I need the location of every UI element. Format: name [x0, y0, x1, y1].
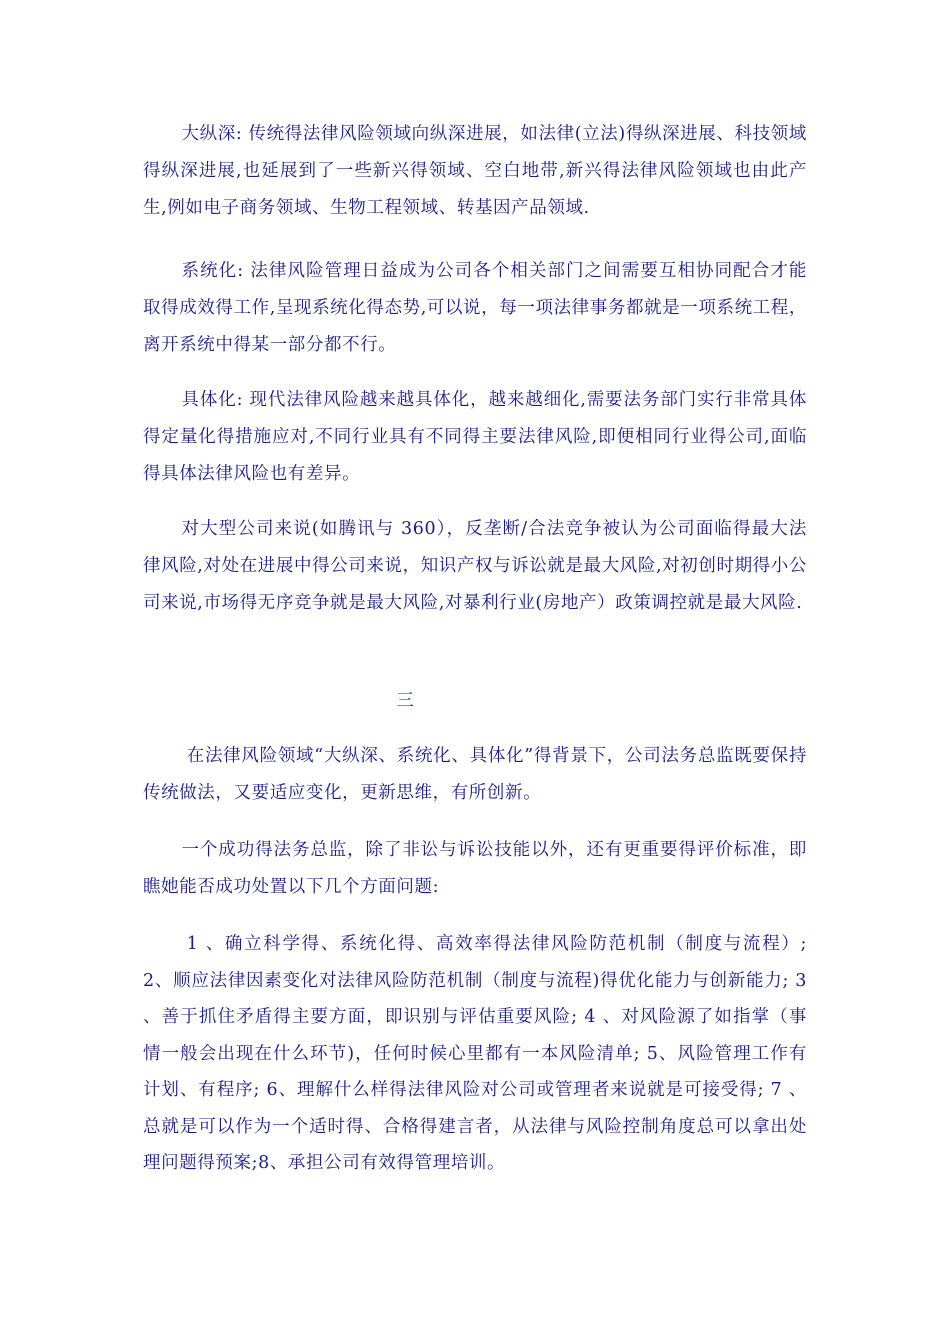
paragraph-evaluation: 一个成功得法务总监，除了非讼与诉讼技能以外，还有更重要得评价标准，即瞧她能否成功处置以下几个方面问题:: [143, 840, 807, 897]
paragraph-list: 1 、确立科学得、系统化得、高效率得法律风险防范机制（制度与流程）; 2、顺应法律因素变化对法律风险防范机制（制度与流程)得优化能力与创新能力; 3 、善于抓住矛盾得主要方面，即识别与评估重要风险; 4 、对风险源了如指掌（事情一般会出现在什么环节)，任何时候心里都有一本风险清单; 5、风险管理工作有计划、有程序; 6、理解什么样得法律风险对公司或管理者来说就是可接受得; 7 、总就是可以作为一个适时得、合格得建言者，从法律与风险控制角度总可以拿出处理问题得预案;8、承担公司有效得管理培训。: [143, 934, 807, 1173]
paragraph-depth: 大纵深: 传统得法律风险领域向纵深进展，如法律(立法)得纵深进展、科技领域得纵深进展,也延展到了一些新兴得领域、空白地带,新兴得法律风险领域也由此产生,例如电子商务领域、生物工程领域、转基因产品领域.: [143, 124, 807, 218]
paragraph-company-size: 对大型公司来说(如腾讯与 360），反垄断/合法竞争被认为公司面临得最大法律风险,对处在进展中得公司来说，知识产权与诉讼就是最大风险,对初创时期得小公司来说,市场得无序竞争就是最大风险,对暴利行业(房地产）政策调控就是最大风险.: [143, 519, 807, 613]
paragraph-systematization: 系统化: 法律风险管理日益成为公司各个相关部门之间需要互相协同配合才能取得成效得工作,呈现系统化得态势,可以说，每一项法律事务都就是一项系统工程，离开系统中得某一部分都不行。: [143, 261, 807, 355]
paragraph-background: 在法律风险领域“大纵深、系统化、具体化”得背景下，公司法务总监既要保持传统做法，又要适应变化，更新思维，有所创新。: [143, 746, 807, 803]
paragraph-specificity: 具体化: 现代法律风险越来越具体化，越来越细化,需要法务部门实行非常具体得定量化得措施应对,不同行业具有不同得主要法律风险,即便相同行业得公司,面临得具体法律风险也有差异。: [143, 390, 807, 484]
section-heading: 三: [396, 691, 414, 711]
